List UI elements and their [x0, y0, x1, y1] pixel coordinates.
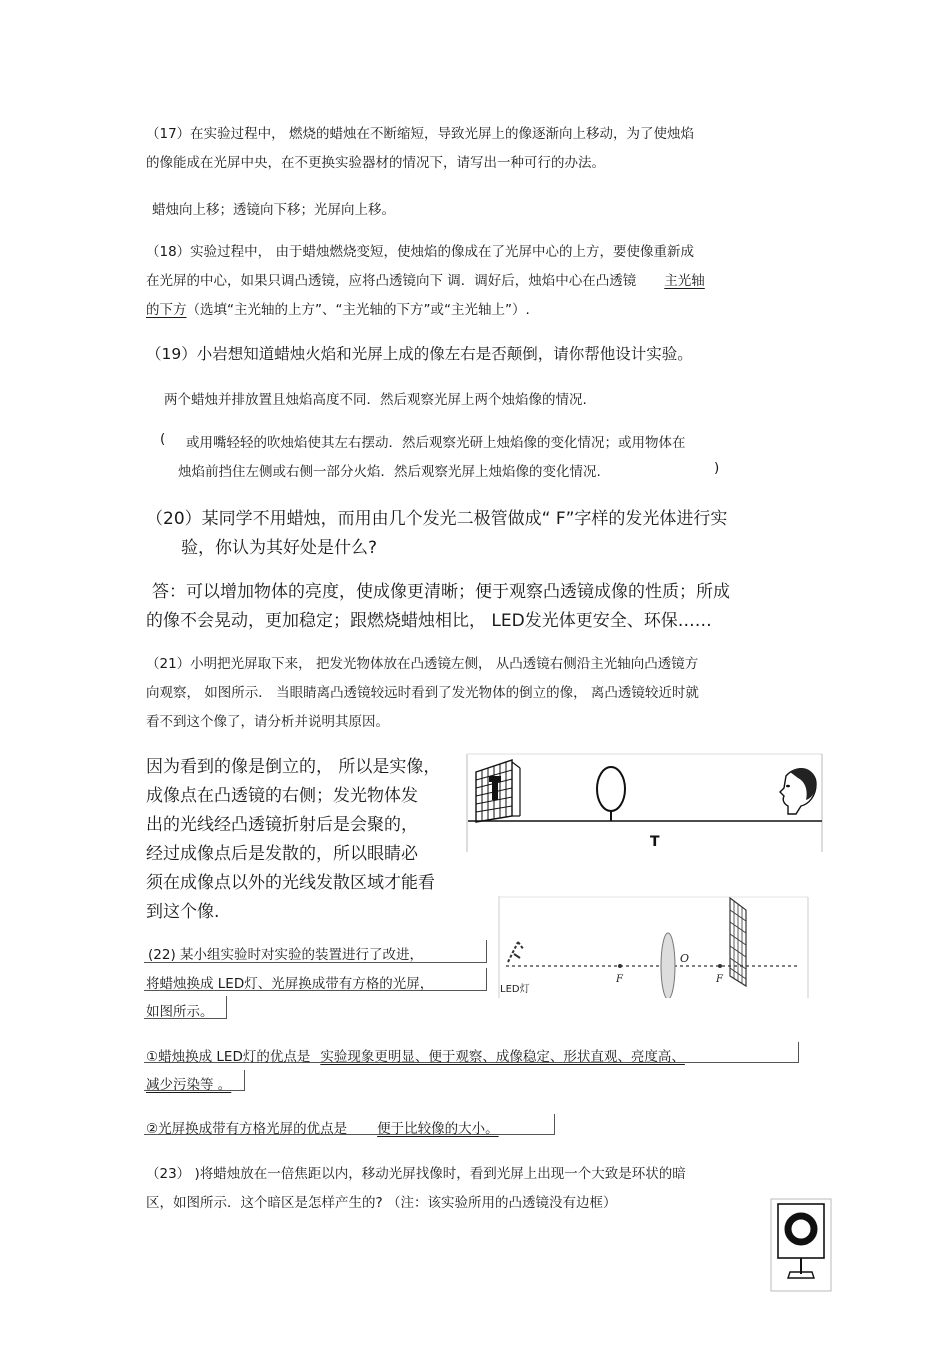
- convex-lens-icon: [661, 933, 675, 998]
- q20-answer-2: 的像不会晃动，更加稳定；跟燃烧蜡烛相比， LED发光体更安全、环保……: [146, 611, 712, 631]
- q22-sub2-question: ②光屏换成带有方格光屏的优点是: [146, 1121, 348, 1137]
- q21-line-3: 看不到这个像了，请分析并说明其原因。: [146, 714, 389, 730]
- q21-answer-line: 到这个像.: [146, 902, 220, 922]
- q19-answer-3: 烛焰前挡住左侧或右侧一部分火焰．然后观察光屏上烛焰像的变化情况.: [178, 464, 601, 480]
- q21-answer-line: 经过成像点后是发散的，所以眼睛必: [146, 844, 418, 864]
- q18-line-3-text: （选填“主光轴的上方”、“主光轴的下方”或“主光轴上”）.: [186, 302, 530, 318]
- q19-answer-1: 两个蜡烛并排放置且烛焰高度不同．然后观察光屏上两个烛焰像的情况.: [164, 392, 587, 408]
- q22-line-1: (22) 某小组实验时对实验的装置进行了改进，: [148, 947, 424, 963]
- q20-answer-1: 答：可以增加物体的亮度，使成像更清晰；便于观察凸透镜成像的性质；所成: [152, 582, 730, 602]
- q19-answer-3-paren: ): [714, 460, 720, 476]
- led-icon: [508, 942, 524, 962]
- q21-answer-line: 出的光线经凸透镜折射后是会聚的，: [146, 815, 418, 835]
- q22-sub1-answer: 实验现象更明显、便于观察、成像稳定、形状直观、亮度高、: [320, 1049, 685, 1065]
- q19-title: （19）小岩想知道蜡烛火焰和光屏上成的像左右是否颠倒，请你帮他设计实验。: [146, 345, 693, 363]
- q18-line-3: [146, 298, 530, 318]
- q18-answer-part1: 主光轴: [664, 273, 705, 289]
- q18-line-2-text: 在光屏的中心，如果只调凸透镜，应将凸透镜向下 调．调好后，烛焰中心在凸透镜: [146, 273, 637, 289]
- q23-line-1: （23） )将蜡烛放在一倍焦距以内，移动光屏找像时，看到光屏上出现一个大致是环状的暗: [146, 1166, 686, 1182]
- q18-line-1: （18）实验过程中， 由于蜡烛燃烧变短，使烛焰的像成在了光屏中心的上方，要使像重新成: [146, 244, 694, 260]
- q21-answer-line: 因为看到的像是倒立的， 所以是实像，: [146, 757, 441, 777]
- q17-line-2: 的像能成在光屏中央，在不更换实验器材的情况下，请写出一种可行的办法。: [146, 155, 605, 171]
- q20-line-1: （20）某同学不用蜡烛，而用由几个发光二极管做成“ F”字样的发光体进行实: [146, 509, 728, 529]
- grid-screen-icon: [476, 760, 520, 822]
- q22-sub1-question: ①蜡烛换成 LED灯的优点是: [146, 1049, 311, 1065]
- q22-sub1-answer-cont: 减少污染等 。: [146, 1077, 232, 1093]
- q22-figure: [498, 896, 810, 998]
- q21-answer-line: 须在成像点以外的光线发散区域才能看: [146, 873, 435, 893]
- q20-line-2: 验，你认为其好处是什么?: [181, 538, 378, 558]
- q19-answer-2-paren: (: [160, 431, 166, 447]
- q22-line-3: 如图所示。: [146, 1004, 214, 1020]
- q17-line-1: （17）在实验过程中， 燃烧的蜡烛在不断缩短，导致光屏上的像逐渐向上移动，为了使烛焰: [146, 126, 694, 142]
- q17-answer: 蜡烛向上移；透镜向下移；光屏向上移。: [152, 202, 395, 218]
- q18-line-2: [146, 269, 705, 289]
- q21-line-2: 向观察， 如图所示． 当眼睛离凸透镜较远时看到了发光物体的倒立的像， 离凸透镜较近时就: [146, 685, 699, 701]
- figure-label: T: [650, 834, 660, 850]
- eye-observer-icon: [780, 768, 816, 814]
- optical-center-label: O: [680, 952, 690, 965]
- focal-point-right-label: F: [716, 974, 723, 985]
- q22-sub2-answer: 便于比较像的大小。: [377, 1121, 499, 1137]
- focal-point-left-label: F: [616, 974, 623, 985]
- q18-answer-part2: 的下方: [146, 302, 187, 318]
- q22-line-2: 将蜡烛换成 LED灯、光屏换成带有方格的光屏，: [146, 976, 434, 992]
- q22-sub2: [146, 1117, 499, 1137]
- q21-answer-line: 成像点在凸透镜的右侧；发光物体发: [146, 786, 418, 806]
- ring-screen-icon: [778, 1204, 824, 1278]
- q22-sub1: [146, 1045, 685, 1065]
- q23-line-2: 区，如图所示．这个暗区是怎样产生的? （注：该实验所用的凸透镜没有边框）: [146, 1195, 617, 1211]
- q19-answer-2: 或用嘴轻轻的吹烛焰使其左右摆动．然后观察光研上烛焰像的变化情况；或用物体在: [186, 435, 686, 451]
- q21-figure: [466, 752, 823, 852]
- lens-icon: [597, 767, 625, 821]
- led-label: LED灯: [500, 984, 530, 995]
- grid-screen-icon: [730, 898, 746, 986]
- q21-line-1: （21）小明把光屏取下来， 把发光物体放在凸透镜左侧， 从凸透镜右侧沿主光轴向凸透镜方: [146, 656, 699, 672]
- q23-figure: [770, 1198, 832, 1292]
